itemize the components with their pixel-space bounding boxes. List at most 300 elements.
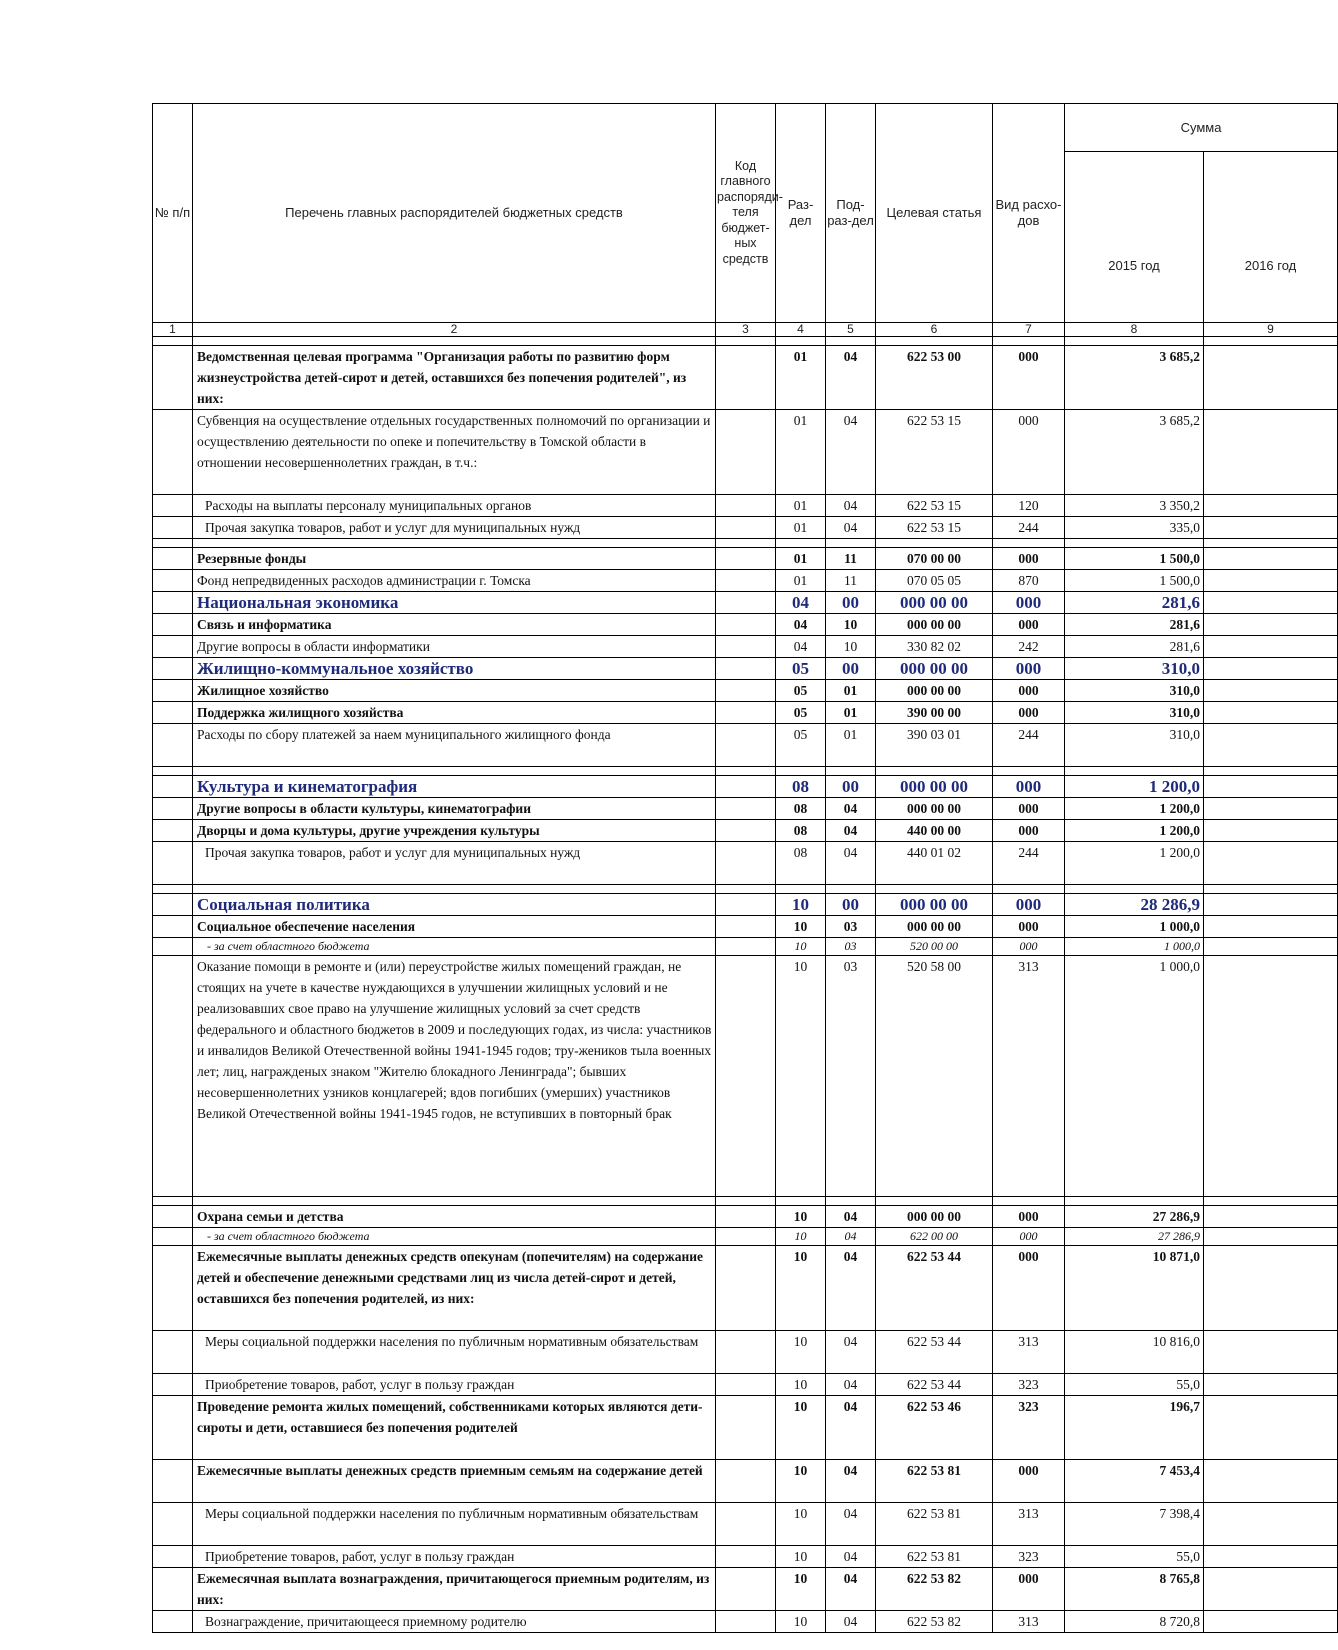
- row-razdel: 10: [776, 1374, 826, 1396]
- row-number: [153, 1396, 193, 1460]
- row-razdel: 10: [776, 1246, 826, 1331]
- row-sum-2015: 7 398,4: [1065, 1503, 1204, 1546]
- table-row: [153, 894, 1338, 916]
- row-sum-2015: 10 871,0: [1065, 1246, 1204, 1331]
- row-number: [153, 495, 193, 517]
- row-razdel: 10: [776, 1206, 826, 1228]
- table-row: [153, 346, 1338, 410]
- row-number: [153, 1246, 193, 1331]
- row-sum-2015: 1 500,0: [1065, 548, 1204, 570]
- row-sum-2015: 3 685,2: [1065, 410, 1204, 495]
- row-code: [716, 776, 776, 798]
- row-razdel: 01: [776, 495, 826, 517]
- row-sum-2016: [1204, 916, 1338, 938]
- row-target-article: 000 00 00: [876, 1206, 993, 1228]
- row-sum-2016: [1204, 1331, 1338, 1374]
- row-podrazdel: 04: [826, 1331, 876, 1374]
- row-podrazdel: 00: [826, 658, 876, 680]
- row-number: [153, 1206, 193, 1228]
- row-code: [716, 702, 776, 724]
- row-sum-2016: [1204, 1206, 1338, 1228]
- row-expense-type: 000: [993, 680, 1065, 702]
- row-code: [716, 614, 776, 636]
- row-razdel: 10: [776, 1331, 826, 1374]
- row-sum-2015: 281,6: [1065, 614, 1204, 636]
- row-podrazdel: 04: [826, 820, 876, 842]
- row-sum-2015: 1 200,0: [1065, 820, 1204, 842]
- row-target-article: 520 00 00: [876, 938, 993, 956]
- row-target-article: 622 53 00: [876, 346, 993, 410]
- row-expense-type: 000: [993, 1246, 1065, 1331]
- row-target-article: 622 53 15: [876, 517, 993, 539]
- row-sum-2016: [1204, 724, 1338, 767]
- row-name: Расходы на выплаты персоналу муниципальных органов: [193, 495, 716, 517]
- row-number: [153, 724, 193, 767]
- row-expense-type: 244: [993, 842, 1065, 885]
- row-podrazdel: 01: [826, 702, 876, 724]
- row-razdel: 05: [776, 680, 826, 702]
- row-razdel: 08: [776, 842, 826, 885]
- row-name: Меры социальной поддержки населения по публичным нормативным обязательствам: [193, 1503, 716, 1546]
- budget-table: [152, 103, 1338, 1633]
- row-expense-type: 870: [993, 570, 1065, 592]
- row-target-article: 000 00 00: [876, 916, 993, 938]
- row-number: [153, 820, 193, 842]
- row-sum-2016: [1204, 1396, 1338, 1460]
- row-target-article: 622 00 00: [876, 1228, 993, 1246]
- row-name: Жилищно-коммунальное хозяйство: [193, 658, 716, 680]
- table-row: [153, 1568, 1338, 1611]
- row-number: [153, 1611, 193, 1633]
- row-podrazdel: 04: [826, 1246, 876, 1331]
- row-razdel: 01: [776, 346, 826, 410]
- row-number: [153, 1374, 193, 1396]
- row-number: [153, 1331, 193, 1374]
- row-expense-type: 313: [993, 1503, 1065, 1546]
- row-sum-2015: 196,7: [1065, 1396, 1204, 1460]
- row-razdel: 05: [776, 658, 826, 680]
- row-number: [153, 570, 193, 592]
- row-expense-type: 323: [993, 1396, 1065, 1460]
- row-name: Социальное обеспечение населения: [193, 916, 716, 938]
- table-row: [153, 614, 1338, 636]
- row-expense-type: 000: [993, 894, 1065, 916]
- row-sum-2015: 1 000,0: [1065, 938, 1204, 956]
- row-razdel: 01: [776, 410, 826, 495]
- row-razdel: 10: [776, 1460, 826, 1503]
- header-sum: Сумма: [1065, 104, 1338, 152]
- row-sum-2016: [1204, 894, 1338, 916]
- row-name: Прочая закупка товаров, работ и услуг для муниципальных нужд: [193, 842, 716, 885]
- row-podrazdel: 01: [826, 680, 876, 702]
- row-target-article: 440 00 00: [876, 820, 993, 842]
- row-target-article: 622 53 46: [876, 1396, 993, 1460]
- row-code: [716, 1228, 776, 1246]
- row-sum-2016: [1204, 658, 1338, 680]
- row-name: Оказание помощи в ремонте и (или) переустройстве жилых помещений граждан, не стоящих на учете в качестве нуждающихся в улучшении жилищных условий и не реализовавших свое право на улучшение жилищных условий за счет средств федерального и областного бюджетов в 2009 и последующих годах, из числа: участников и инвалидов Великой Отечественной войны 1941-1945 годов; тру-жеников тыла военных лет; лиц, награжденых знаком "Жителю блокадного Ленинграда"; бывших несовершеннолетних узников концлагерей; вдов погибших (умерших) участников Великой Отечественной войны 1941-1945 годов, не вступивших в повторный брак: [193, 956, 716, 1197]
- row-number: [153, 1503, 193, 1546]
- row-number: [153, 798, 193, 820]
- row-code: [716, 916, 776, 938]
- row-code: [716, 1503, 776, 1546]
- row-podrazdel: 04: [826, 798, 876, 820]
- row-sum-2015: 310,0: [1065, 680, 1204, 702]
- row-code: [716, 570, 776, 592]
- row-expense-type: 000: [993, 776, 1065, 798]
- row-sum-2016: [1204, 614, 1338, 636]
- row-code: [716, 1206, 776, 1228]
- row-code: [716, 592, 776, 614]
- table-row: [153, 724, 1338, 767]
- row-podrazdel: 11: [826, 548, 876, 570]
- row-name: Другие вопросы в области информатики: [193, 636, 716, 658]
- row-sum-2015: 27 286,9: [1065, 1228, 1204, 1246]
- row-sum-2016: [1204, 680, 1338, 702]
- table-row: [153, 776, 1338, 798]
- row-number: [153, 410, 193, 495]
- row-target-article: 330 82 02: [876, 636, 993, 658]
- row-number: [153, 658, 193, 680]
- row-code: [716, 1546, 776, 1568]
- table-row: [153, 1460, 1338, 1503]
- row-expense-type: 000: [993, 938, 1065, 956]
- header-number: № п/п: [153, 104, 193, 323]
- row-expense-type: 313: [993, 1331, 1065, 1374]
- row-name: Связь и информатика: [193, 614, 716, 636]
- row-podrazdel: 04: [826, 410, 876, 495]
- col-number: 9: [1204, 323, 1338, 337]
- row-podrazdel: 04: [826, 842, 876, 885]
- table-row: [153, 916, 1338, 938]
- row-sum-2016: [1204, 1246, 1338, 1331]
- row-code: [716, 820, 776, 842]
- table-row: [153, 1246, 1338, 1331]
- table-row: [153, 1228, 1338, 1246]
- table-row: [153, 1503, 1338, 1546]
- row-name: Ежемесячные выплаты денежных средств опекунам (попечителям) на содержание детей и обеспечение денежными средствами лиц из числа детей-сирот и детей, оставшихся без попечения родителей, из них:: [193, 1246, 716, 1331]
- row-target-article: 622 53 44: [876, 1374, 993, 1396]
- row-name: Ведомственная целевая программа "Организация работы по развитию форм жизнеустройства детей-сирот и детей, оставшихся без попечения родителей", из них:: [193, 346, 716, 410]
- row-sum-2015: 3 685,2: [1065, 346, 1204, 410]
- row-target-article: 622 53 82: [876, 1611, 993, 1633]
- row-target-article: 622 53 44: [876, 1331, 993, 1374]
- row-name: Жилищное хозяйство: [193, 680, 716, 702]
- row-target-article: 000 00 00: [876, 798, 993, 820]
- row-expense-type: 000: [993, 1206, 1065, 1228]
- row-code: [716, 894, 776, 916]
- table-row: [153, 570, 1338, 592]
- row-name: Ежемесячные выплаты денежных средств приемным семьям на содержание детей: [193, 1460, 716, 1503]
- row-name: Приобретение товаров, работ, услуг в пользу граждан: [193, 1374, 716, 1396]
- row-number: [153, 346, 193, 410]
- row-sum-2016: [1204, 1460, 1338, 1503]
- row-target-article: 622 53 15: [876, 495, 993, 517]
- row-target-article: 390 00 00: [876, 702, 993, 724]
- row-sum-2015: 1 200,0: [1065, 842, 1204, 885]
- row-sum-2016: [1204, 702, 1338, 724]
- row-expense-type: 000: [993, 346, 1065, 410]
- row-number: [153, 517, 193, 539]
- row-sum-2016: [1204, 820, 1338, 842]
- row-razdel: 01: [776, 517, 826, 539]
- row-podrazdel: 04: [826, 1503, 876, 1546]
- header-year-2015: 2015 год: [1065, 152, 1204, 323]
- row-sum-2015: 10 816,0: [1065, 1331, 1204, 1374]
- row-podrazdel: 04: [826, 1546, 876, 1568]
- row-podrazdel: 10: [826, 636, 876, 658]
- col-number: 8: [1065, 323, 1204, 337]
- col-number: 5: [826, 323, 876, 337]
- row-code: [716, 636, 776, 658]
- row-name: Поддержка жилищного хозяйства: [193, 702, 716, 724]
- row-number: [153, 842, 193, 885]
- row-sum-2016: [1204, 570, 1338, 592]
- row-podrazdel: 04: [826, 1396, 876, 1460]
- table-row: [153, 1206, 1338, 1228]
- row-expense-type: 000: [993, 1460, 1065, 1503]
- header-razdel: Раз-дел: [776, 104, 826, 323]
- row-sum-2015: 1 500,0: [1065, 570, 1204, 592]
- table-row: [153, 658, 1338, 680]
- row-name: Проведение ремонта жилых помещений, собственниками которых являются дети-сироты и дети, оставшиеся без попечения родителей: [193, 1396, 716, 1460]
- row-target-article: 622 53 81: [876, 1503, 993, 1546]
- row-target-article: 070 00 00: [876, 548, 993, 570]
- row-sum-2015: 335,0: [1065, 517, 1204, 539]
- row-target-article: 520 58 00: [876, 956, 993, 1197]
- row-sum-2015: 8 765,8: [1065, 1568, 1204, 1611]
- row-sum-2016: [1204, 548, 1338, 570]
- table-row: [153, 1396, 1338, 1460]
- row-sum-2015: 7 453,4: [1065, 1460, 1204, 1503]
- row-sum-2015: 281,6: [1065, 592, 1204, 614]
- row-sum-2016: [1204, 1374, 1338, 1396]
- row-podrazdel: 03: [826, 916, 876, 938]
- row-name: Ежемесячная выплата вознаграждения, причитающегося приемным родителям, из них:: [193, 1568, 716, 1611]
- row-name: Расходы по сбору платежей за наем муниципального жилищного фонда: [193, 724, 716, 767]
- row-sum-2016: [1204, 636, 1338, 658]
- row-target-article: 000 00 00: [876, 658, 993, 680]
- row-expense-type: 000: [993, 702, 1065, 724]
- row-sum-2015: 28 286,9: [1065, 894, 1204, 916]
- row-razdel: 10: [776, 1546, 826, 1568]
- row-expense-type: 244: [993, 517, 1065, 539]
- row-razdel: 10: [776, 1503, 826, 1546]
- row-number: [153, 1228, 193, 1246]
- row-name: Резервные фонды: [193, 548, 716, 570]
- row-name: Субвенция на осуществление отдельных государственных полномочий по организации и осуществлению деятельности по опеке и попечительству в Томской области в отношении несовершеннолетних граждан, в т.ч.:: [193, 410, 716, 495]
- row-expense-type: 000: [993, 1568, 1065, 1611]
- row-podrazdel: 04: [826, 1568, 876, 1611]
- row-podrazdel: 04: [826, 517, 876, 539]
- row-number: [153, 776, 193, 798]
- row-podrazdel: 04: [826, 1611, 876, 1633]
- row-expense-type: 000: [993, 592, 1065, 614]
- row-sum-2015: 8 720,8: [1065, 1611, 1204, 1633]
- row-name: Охрана семьи и детства: [193, 1206, 716, 1228]
- row-podrazdel: 04: [826, 1228, 876, 1246]
- table-row: [153, 1546, 1338, 1568]
- row-number: [153, 636, 193, 658]
- row-razdel: 08: [776, 820, 826, 842]
- row-expense-type: 000: [993, 410, 1065, 495]
- row-number: [153, 614, 193, 636]
- row-sum-2016: [1204, 776, 1338, 798]
- table-row: [153, 1374, 1338, 1396]
- row-code: [716, 410, 776, 495]
- row-sum-2015: 1 000,0: [1065, 956, 1204, 1197]
- row-number: [153, 1460, 193, 1503]
- row-sum-2016: [1204, 956, 1338, 1197]
- row-razdel: 10: [776, 1611, 826, 1633]
- row-expense-type: 000: [993, 614, 1065, 636]
- row-expense-type: 000: [993, 548, 1065, 570]
- row-podrazdel: 04: [826, 495, 876, 517]
- row-code: [716, 658, 776, 680]
- row-code: [716, 724, 776, 767]
- row-sum-2015: 55,0: [1065, 1546, 1204, 1568]
- row-podrazdel: 04: [826, 346, 876, 410]
- row-expense-type: 000: [993, 916, 1065, 938]
- row-podrazdel: 00: [826, 894, 876, 916]
- row-code: [716, 798, 776, 820]
- row-razdel: 08: [776, 776, 826, 798]
- row-code: [716, 1460, 776, 1503]
- col-number: 6: [876, 323, 993, 337]
- row-number: [153, 1568, 193, 1611]
- row-expense-type: 244: [993, 724, 1065, 767]
- row-target-article: 622 53 15: [876, 410, 993, 495]
- row-expense-type: 242: [993, 636, 1065, 658]
- row-expense-type: 313: [993, 1611, 1065, 1633]
- row-sum-2016: [1204, 842, 1338, 885]
- row-sum-2016: [1204, 1611, 1338, 1633]
- row-sum-2016: [1204, 1546, 1338, 1568]
- row-expense-type: 120: [993, 495, 1065, 517]
- table-row: [153, 702, 1338, 724]
- row-name: Вознаграждение, причитающееся приемному родителю: [193, 1611, 716, 1633]
- row-target-article: 000 00 00: [876, 614, 993, 636]
- table-row: [153, 410, 1338, 495]
- row-sum-2016: [1204, 495, 1338, 517]
- row-podrazdel: 00: [826, 776, 876, 798]
- header-podrazdel: Под-раз-дел: [826, 104, 876, 323]
- row-razdel: 10: [776, 956, 826, 1197]
- col-number: 3: [716, 323, 776, 337]
- row-expense-type: 000: [993, 820, 1065, 842]
- row-sum-2015: 1 000,0: [1065, 916, 1204, 938]
- row-code: [716, 548, 776, 570]
- table-row: [153, 798, 1338, 820]
- row-code: [716, 1246, 776, 1331]
- row-expense-type: 313: [993, 956, 1065, 1197]
- row-number: [153, 956, 193, 1197]
- row-name: - за счет областного бюджета: [193, 1228, 716, 1246]
- row-expense-type: 000: [993, 1228, 1065, 1246]
- row-target-article: 000 00 00: [876, 592, 993, 614]
- row-code: [716, 938, 776, 956]
- row-razdel: 10: [776, 1228, 826, 1246]
- row-name: Меры социальной поддержки населения по публичным нормативным обязательствам: [193, 1331, 716, 1374]
- row-razdel: 10: [776, 1396, 826, 1460]
- row-expense-type: 323: [993, 1546, 1065, 1568]
- row-target-article: 622 53 82: [876, 1568, 993, 1611]
- row-razdel: 05: [776, 724, 826, 767]
- table-row: [153, 680, 1338, 702]
- row-number: [153, 702, 193, 724]
- row-podrazdel: 04: [826, 1374, 876, 1396]
- row-name: Дворцы и дома культуры, другие учреждения культуры: [193, 820, 716, 842]
- row-target-article: 070 05 05: [876, 570, 993, 592]
- row-razdel: 01: [776, 570, 826, 592]
- row-razdel: 10: [776, 1568, 826, 1611]
- row-code: [716, 956, 776, 1197]
- row-podrazdel: 01: [826, 724, 876, 767]
- row-expense-type: 000: [993, 798, 1065, 820]
- table-row: [153, 495, 1338, 517]
- row-target-article: 000 00 00: [876, 894, 993, 916]
- document-page: [152, 103, 1297, 1650]
- header-target-article: Целевая статья: [876, 104, 993, 323]
- row-code: [716, 517, 776, 539]
- row-name: Фонд непредвиденных расходов администрации г. Томска: [193, 570, 716, 592]
- row-name: Культура и кинематография: [193, 776, 716, 798]
- row-name: Приобретение товаров, работ, услуг в пользу граждан: [193, 1546, 716, 1568]
- row-name: Прочая закупка товаров, работ и услуг для муниципальных нужд: [193, 517, 716, 539]
- header-list: Перечень главных распорядителей бюджетных средств: [193, 104, 716, 323]
- row-expense-type: 000: [993, 658, 1065, 680]
- row-podrazdel: 03: [826, 938, 876, 956]
- row-sum-2016: [1204, 592, 1338, 614]
- col-number: 4: [776, 323, 826, 337]
- row-target-article: 622 53 44: [876, 1246, 993, 1331]
- row-sum-2015: 310,0: [1065, 724, 1204, 767]
- row-name: Социальная политика: [193, 894, 716, 916]
- row-razdel: 01: [776, 548, 826, 570]
- row-razdel: 04: [776, 592, 826, 614]
- row-code: [716, 1374, 776, 1396]
- row-code: [716, 495, 776, 517]
- row-number: [153, 592, 193, 614]
- row-sum-2015: 27 286,9: [1065, 1206, 1204, 1228]
- row-code: [716, 1568, 776, 1611]
- row-number: [153, 1546, 193, 1568]
- header-year-2016: 2016 год: [1204, 152, 1338, 323]
- row-podrazdel: 04: [826, 1460, 876, 1503]
- row-razdel: 05: [776, 702, 826, 724]
- row-sum-2016: [1204, 1503, 1338, 1546]
- row-code: [716, 346, 776, 410]
- row-sum-2016: [1204, 938, 1338, 956]
- row-podrazdel: 03: [826, 956, 876, 1197]
- row-expense-type: 323: [993, 1374, 1065, 1396]
- row-sum-2015: 1 200,0: [1065, 798, 1204, 820]
- row-name: Другие вопросы в области культуры, кинематографии: [193, 798, 716, 820]
- row-number: [153, 548, 193, 570]
- row-sum-2015: 310,0: [1065, 658, 1204, 680]
- row-code: [716, 1396, 776, 1460]
- row-podrazdel: 10: [826, 614, 876, 636]
- row-target-article: 622 53 81: [876, 1460, 993, 1503]
- header-expense-type: Вид расхо-дов: [993, 104, 1065, 323]
- row-sum-2015: 55,0: [1065, 1374, 1204, 1396]
- row-razdel: 10: [776, 894, 826, 916]
- row-sum-2015: 3 350,2: [1065, 495, 1204, 517]
- row-sum-2016: [1204, 1228, 1338, 1246]
- row-podrazdel: 00: [826, 592, 876, 614]
- row-code: [716, 1331, 776, 1374]
- header-code: Код главного распоряди-теля бюджет-ных средств: [716, 104, 776, 323]
- table-row: [153, 938, 1338, 956]
